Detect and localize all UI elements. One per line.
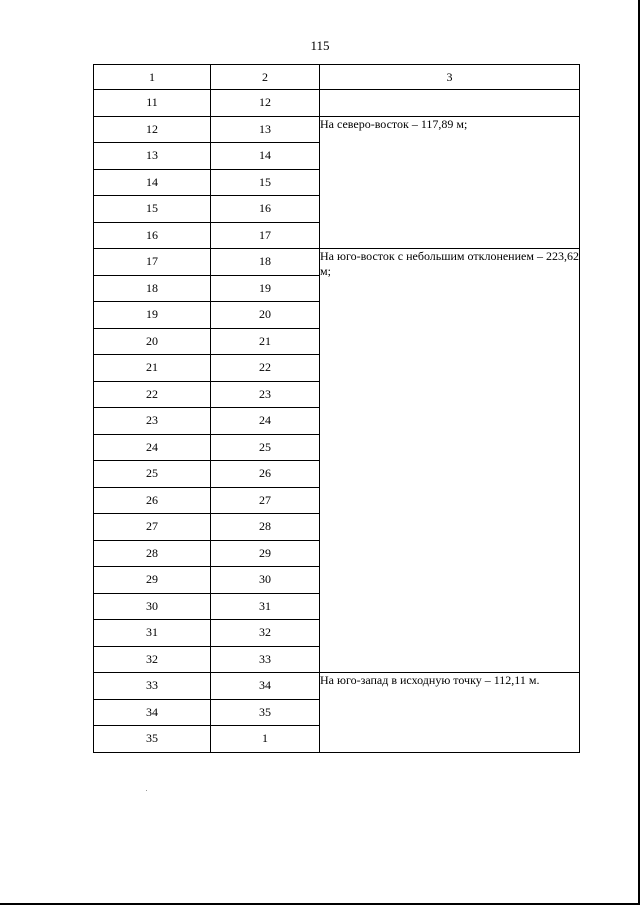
- table-header-row: [94, 65, 580, 90]
- point-from-cell: 26: [94, 487, 211, 514]
- point-from-cell: 23: [94, 408, 211, 435]
- direction-description-cell: На северо-восток – 117,89 м;: [320, 116, 580, 249]
- point-to-cell: 16: [211, 196, 320, 223]
- point-to-cell: 30: [211, 567, 320, 594]
- point-from-cell: 20: [94, 328, 211, 355]
- point-from-cell: 35: [94, 726, 211, 753]
- point-to-cell: 22: [211, 355, 320, 382]
- point-to-cell: 20: [211, 302, 320, 329]
- point-to-cell: 28: [211, 514, 320, 541]
- point-from-cell: 31: [94, 620, 211, 647]
- table-row: [94, 116, 580, 143]
- point-from-cell: 25: [94, 461, 211, 488]
- point-to-cell: 17: [211, 222, 320, 249]
- table-row: [94, 249, 580, 276]
- point-to-cell: 34: [211, 673, 320, 700]
- header-col-3: 3: [320, 65, 580, 90]
- scan-speck: [146, 790, 147, 791]
- point-to-cell: 27: [211, 487, 320, 514]
- point-to-cell: 1: [211, 726, 320, 753]
- point-from-cell: 18: [94, 275, 211, 302]
- point-from-cell: 34: [94, 699, 211, 726]
- point-from-cell: 33: [94, 673, 211, 700]
- point-to-cell: 33: [211, 646, 320, 673]
- point-to-cell: 13: [211, 116, 320, 143]
- page-number: 115: [310, 38, 330, 53]
- point-from-cell: 17: [94, 249, 211, 276]
- header-col-2: 2: [211, 65, 320, 90]
- table-row: [94, 90, 580, 117]
- point-to-cell: 32: [211, 620, 320, 647]
- point-from-cell: 24: [94, 434, 211, 461]
- point-from-cell: 14: [94, 169, 211, 196]
- header-col-1: 1: [94, 65, 211, 90]
- point-to-cell: 35: [211, 699, 320, 726]
- point-from-cell: 15: [94, 196, 211, 223]
- point-to-cell: 18: [211, 249, 320, 276]
- table-body: [94, 90, 580, 753]
- point-to-cell: 31: [211, 593, 320, 620]
- point-to-cell: 12: [211, 90, 320, 117]
- table-row: [94, 673, 580, 700]
- point-from-cell: 13: [94, 143, 211, 170]
- point-to-cell: 24: [211, 408, 320, 435]
- point-to-cell: 26: [211, 461, 320, 488]
- point-from-cell: 22: [94, 381, 211, 408]
- point-from-cell: 21: [94, 355, 211, 382]
- point-to-cell: 23: [211, 381, 320, 408]
- point-from-cell: 32: [94, 646, 211, 673]
- coordinates-table: [93, 64, 580, 753]
- point-from-cell: 16: [94, 222, 211, 249]
- point-to-cell: 19: [211, 275, 320, 302]
- point-from-cell: 28: [94, 540, 211, 567]
- point-from-cell: 29: [94, 567, 211, 594]
- point-from-cell: 27: [94, 514, 211, 541]
- point-from-cell: 30: [94, 593, 211, 620]
- point-to-cell: 29: [211, 540, 320, 567]
- point-from-cell: 12: [94, 116, 211, 143]
- point-to-cell: 25: [211, 434, 320, 461]
- direction-description-cell: На юго-восток с небольшим отклонением – 223,62 м;: [320, 249, 580, 673]
- point-to-cell: 21: [211, 328, 320, 355]
- point-from-cell: 19: [94, 302, 211, 329]
- direction-description-cell: [320, 90, 580, 117]
- point-to-cell: 14: [211, 143, 320, 170]
- point-to-cell: 15: [211, 169, 320, 196]
- direction-description-cell: На юго-запад в исходную точку – 112,11 м.: [320, 673, 580, 753]
- point-from-cell: 11: [94, 90, 211, 117]
